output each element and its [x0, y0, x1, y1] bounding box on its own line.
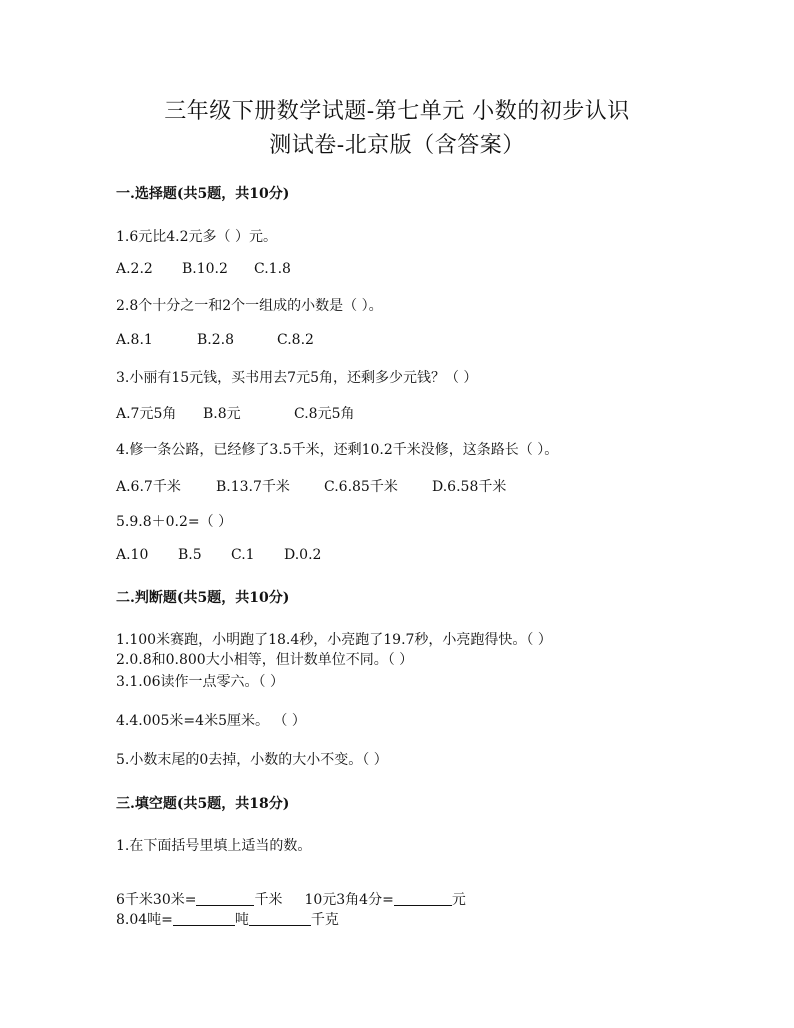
- question-4: 4.修一条公路，已经修了3.5千米，还剩10.2千米没修，这条路长（ ）。: [116, 442, 559, 458]
- option: A.8.1: [116, 332, 153, 348]
- fill-text: 10元3角4分=: [304, 892, 394, 908]
- fill-question-1: 1.在下面括号里填上适当的数。: [116, 838, 312, 854]
- option: D.0.2: [284, 547, 322, 563]
- judge-item-4: 4.4.005米=4米5厘米。 （ ）: [116, 713, 306, 729]
- answer-blank[interactable]: [394, 891, 452, 906]
- question-4-options: [116, 476, 506, 496]
- option: B.13.7千米: [216, 479, 290, 495]
- question-5-options: [116, 547, 321, 563]
- option: D.6.58千米: [432, 479, 507, 495]
- question-5: 5.9.8＋0.2=（ ）: [116, 514, 233, 530]
- fill-text: 千米: [254, 892, 283, 908]
- answer-blank[interactable]: [173, 911, 235, 926]
- fill-text: 8.04吨=: [116, 912, 173, 928]
- option: B.5: [178, 547, 202, 563]
- fill-text: 6千米30米=: [116, 892, 197, 908]
- option: C.8元5角: [294, 406, 355, 422]
- question-3-options: [116, 403, 354, 423]
- option: B.10.2: [182, 261, 228, 277]
- judge-item-1: 1.100米赛跑，小明跑了18.4秒，小亮跑了19.7秒，小亮跑得快。（ ）: [116, 632, 552, 648]
- option: B.2.8: [197, 332, 235, 348]
- option: B.8元: [203, 406, 241, 422]
- fill-text: 千克: [310, 912, 339, 928]
- option: C.6.85千米: [324, 479, 398, 495]
- option: C.1: [231, 547, 255, 563]
- fill-text: 吨: [234, 912, 249, 928]
- option: C.1.8: [254, 261, 291, 277]
- option: C.8.2: [277, 332, 314, 348]
- fill-row-1: [116, 889, 466, 909]
- option: A.6.7千米: [116, 479, 181, 495]
- title-line-1: 三年级下册数学试题-第七单元 小数的初步认识: [164, 99, 630, 124]
- section-heading-choice: 一.选择题(共5题，共10分): [116, 186, 290, 202]
- judge-item-5: 5.小数末尾的0去掉，小数的大小不变。（ ）: [116, 752, 388, 768]
- answer-blank[interactable]: [196, 891, 254, 906]
- answer-blank[interactable]: [249, 911, 311, 926]
- option: A.2.2: [116, 261, 153, 277]
- question-1-options: [116, 261, 291, 277]
- judge-item-2: 2.0.8和0.800大小相等，但计数单位不同。（ ）: [116, 652, 414, 668]
- question-2: 2.8个十分之一和2个一组成的小数是（ ）。: [116, 298, 383, 314]
- title-line-2: 测试卷-北京版（含答案）: [269, 133, 525, 158]
- question-2-options: [116, 332, 314, 348]
- option: A.7元5角: [116, 406, 177, 422]
- section-heading-judge: 二.判断题(共5题，共10分): [116, 590, 290, 606]
- option: A.10: [116, 547, 149, 563]
- question-3: 3.小丽有15元钱，买书用去7元5角，还剩多少元钱？（ ）: [116, 370, 478, 386]
- judge-item-3: 3.1.06读作一点零六。（ ）: [116, 674, 284, 690]
- fill-text: 元: [451, 892, 466, 908]
- question-1: 1.6元比4.2元多（ ）元。: [116, 229, 277, 245]
- fill-row-2: [116, 909, 339, 929]
- section-heading-fill: 三.填空题(共5题，共18分): [116, 796, 290, 812]
